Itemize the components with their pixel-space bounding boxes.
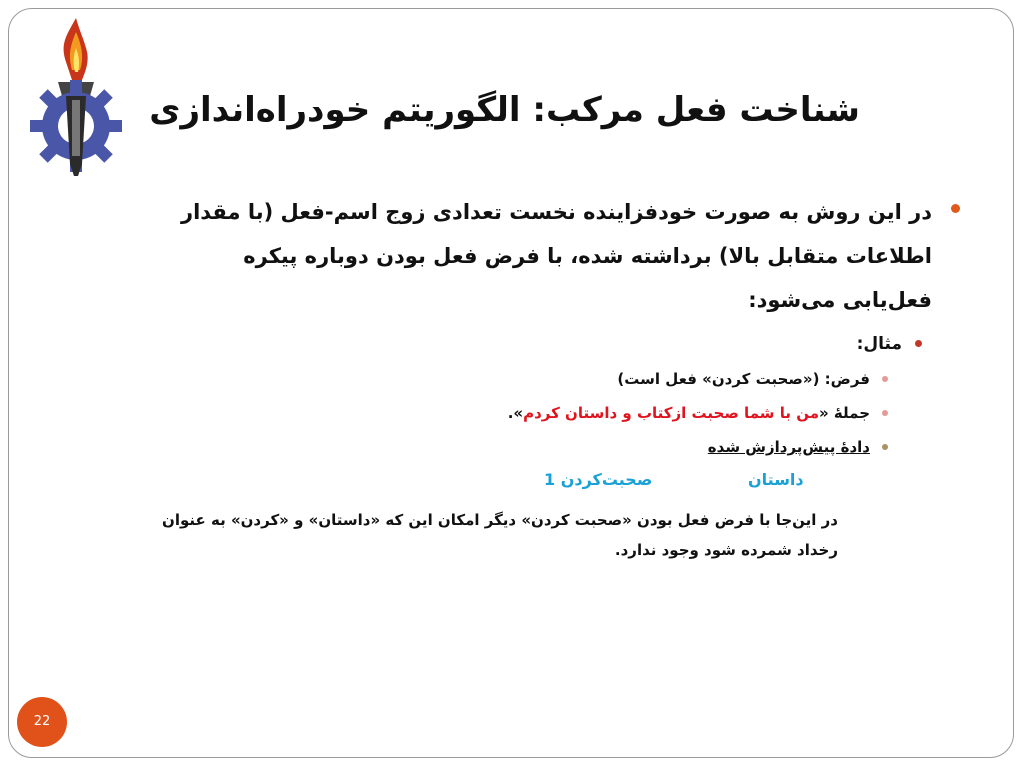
sentence-highlight: من با شما صحبت ازکتاب و داستان کردم [523, 404, 819, 422]
bullet-dot-icon [915, 340, 922, 347]
word-story: داستان [748, 470, 804, 489]
example-bullet [140, 334, 940, 354]
bullet-dot-icon [951, 204, 960, 213]
bullet-dot-icon [882, 376, 888, 382]
preprocessed-bullet [140, 438, 940, 456]
sentence-prefix: جملۀ « [819, 404, 870, 422]
explanation-paragraph: در این‌جا با فرض فعل بودن «صحبت کردن» دیگر امکان این که «داستان» و «کردن» به عنوان رخداد شمرده شود وجود ندارد. [162, 511, 838, 559]
assumption-text: فرض: («صحبت کردن» فعل است) [617, 370, 870, 388]
slide-title: شناخت فعل مرکب: الگوریتم خودراه‌اندازی [149, 90, 860, 130]
sentence-suffix: ». [507, 404, 524, 422]
page-number-badge: 22 [17, 697, 67, 747]
word-compound: صحبت‌کردن 1 [544, 470, 653, 489]
bullet-dot-icon [882, 410, 888, 416]
main-bullet-text: در این روش به صورت خودفزاینده نخست تعدادی زوج اسم-فعل (با مقدار اطلاعات متقابل بالا) برداشته شده، با فرض فعل بودن دوباره پیکره فعل‌یابی می‌شود: [180, 200, 932, 312]
example-label: مثال: [856, 334, 902, 354]
slide-content [140, 190, 940, 456]
bullet-dot-icon [882, 444, 888, 450]
preprocessed-label: دادۀ پیش‌پردازش شده [707, 438, 870, 456]
main-bullet [172, 190, 940, 322]
university-logo-icon [20, 14, 132, 180]
assumption-bullet [140, 370, 940, 388]
sentence-bullet [140, 404, 940, 422]
